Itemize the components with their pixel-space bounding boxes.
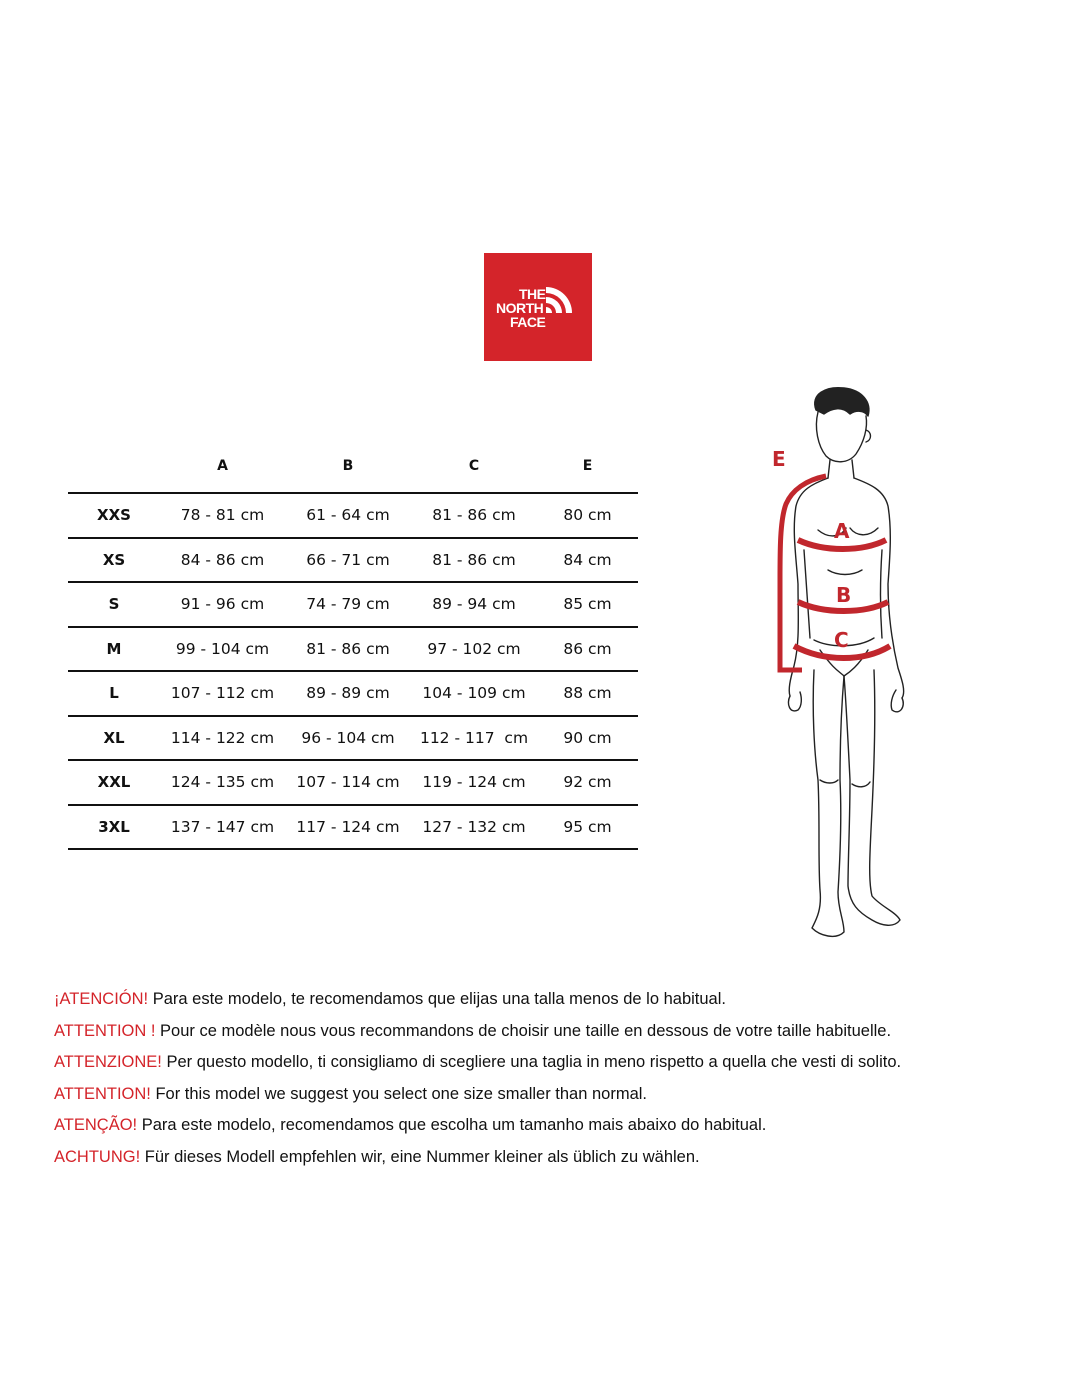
note-spanish [54, 987, 1064, 1019]
header-a: A [160, 440, 285, 493]
body-measurement-figure [740, 380, 940, 960]
logo-line-the: THE [519, 286, 546, 302]
size-label: XXS [68, 493, 160, 538]
table-row [68, 760, 638, 805]
note-text: Para este modelo, te recomendamos que elijas una talla menos de lo habitual. [148, 990, 726, 1008]
value-c: 119 - 124 cm [411, 760, 537, 805]
note-label: ATTENTION ! [54, 1021, 156, 1040]
measure-line-e [780, 476, 826, 670]
figure-label-a: A [834, 519, 850, 543]
table-header-row [68, 440, 638, 493]
figure-label-e: E [772, 447, 786, 471]
header-b: B [285, 440, 411, 493]
value-b: 89 - 89 cm [285, 671, 411, 716]
note-italian [54, 1050, 1064, 1082]
note-label: ATTENTION! [54, 1084, 151, 1103]
note-french [54, 1019, 1064, 1051]
sizing-notes [54, 987, 1064, 1177]
value-c: 112 - 117 cm [411, 716, 537, 761]
size-label: XXL [68, 760, 160, 805]
table-row [68, 716, 638, 761]
value-c: 81 - 86 cm [411, 538, 537, 583]
table-row [68, 671, 638, 716]
table-row [68, 582, 638, 627]
note-label: ACHTUNG! [54, 1147, 141, 1166]
header-size [68, 440, 160, 493]
value-a: 91 - 96 cm [160, 582, 285, 627]
size-label: L [68, 671, 160, 716]
note-text: Per questo modello, ti consigliamo di scegliere una taglia in meno rispetto a quella che vesti di solito. [161, 1053, 902, 1072]
value-a: 84 - 86 cm [160, 538, 285, 583]
header-e: E [537, 440, 638, 493]
value-c: 81 - 86 cm [411, 493, 537, 538]
value-b: 81 - 86 cm [285, 627, 411, 672]
value-c: 97 - 102 cm [411, 627, 537, 672]
value-c: 127 - 132 cm [411, 805, 537, 850]
value-a: 124 - 135 cm [160, 760, 285, 805]
value-b: 117 - 124 cm [285, 805, 411, 850]
size-label: XL [68, 716, 160, 761]
value-e: 85 cm [537, 582, 638, 627]
value-e: 95 cm [537, 805, 638, 850]
value-a: 137 - 147 cm [160, 805, 285, 850]
size-label: S [68, 582, 160, 627]
note-text: For this model we suggest you select one size smaller than normal. [150, 1084, 648, 1103]
body-outline [788, 388, 903, 937]
value-e: 90 cm [537, 716, 638, 761]
figure-label-c: C [834, 628, 849, 652]
size-label: XS [68, 538, 160, 583]
logo-line-face: FACE [510, 314, 546, 330]
value-e: 84 cm [537, 538, 638, 583]
size-label: 3XL [68, 805, 160, 850]
value-a: 99 - 104 cm [160, 627, 285, 672]
note-text: Pour ce modèle nous vous recommandons de choisir une taille en dessous de votre taille habituelle. [155, 1021, 892, 1040]
value-e: 92 cm [537, 760, 638, 805]
value-c: 104 - 109 cm [411, 671, 537, 716]
header-c: C [411, 440, 537, 493]
note-text: Für dieses Modell empfehlen wir, eine Nummer kleiner als üblich zu wählen. [140, 1147, 700, 1166]
note-portuguese [54, 1113, 1064, 1145]
figure-label-b: B [836, 583, 852, 607]
note-label: ATTENZIONE! [54, 1053, 162, 1072]
note-text: Para este modelo, recomendamos que escolha um tamanho mais abaixo do habitual. [137, 1116, 767, 1135]
size-chart-table [68, 440, 638, 850]
value-e: 80 cm [537, 493, 638, 538]
value-c: 89 - 94 cm [411, 582, 537, 627]
value-b: 107 - 114 cm [285, 760, 411, 805]
table-row [68, 627, 638, 672]
value-e: 86 cm [537, 627, 638, 672]
value-a: 114 - 122 cm [160, 716, 285, 761]
value-a: 107 - 112 cm [160, 671, 285, 716]
note-german [54, 1145, 1064, 1177]
table-row [68, 493, 638, 538]
value-b: 74 - 79 cm [285, 582, 411, 627]
table-row [68, 805, 638, 850]
note-label: ¡ATENCIÓN! [54, 990, 149, 1008]
size-label: M [68, 627, 160, 672]
value-e: 88 cm [537, 671, 638, 716]
table-row [68, 538, 638, 583]
value-b: 96 - 104 cm [285, 716, 411, 761]
value-a: 78 - 81 cm [160, 493, 285, 538]
note-english [54, 1082, 1064, 1114]
logo-line-north: NORTH [496, 300, 544, 316]
value-b: 61 - 64 cm [285, 493, 411, 538]
value-b: 66 - 71 cm [285, 538, 411, 583]
note-label: ATENÇÃO! [54, 1116, 138, 1135]
